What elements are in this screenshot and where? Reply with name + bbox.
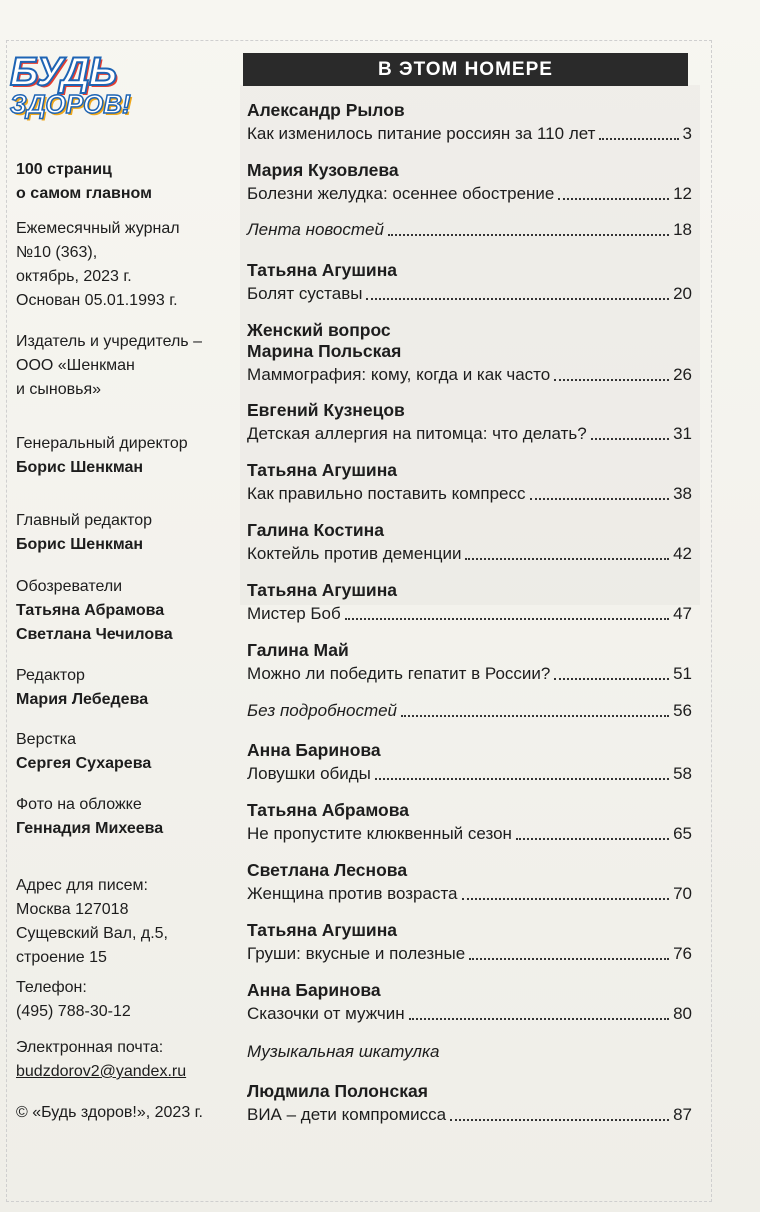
toc-title: Маммография: кому, когда и как часто	[247, 365, 551, 384]
toc-entry[interactable]	[247, 1041, 692, 1062]
toc-title: Болезни желудка: осеннее обострение	[247, 184, 555, 203]
observer-1: Татьяна Абрамова	[16, 602, 165, 619]
postal-address	[16, 874, 241, 970]
toc-author: Татьяна Агушина	[247, 580, 397, 600]
toc-title: Детская аллергия на питомца: что делать?	[247, 424, 587, 443]
toc-page-number: 87	[673, 1105, 692, 1124]
toc-page-number: 42	[673, 544, 692, 563]
logo-line-2: ЗДОРОВ!	[10, 89, 131, 119]
toc-page-number: 51	[673, 664, 692, 683]
photo-name: Геннадия Михеева	[16, 820, 164, 837]
dot-leader	[554, 678, 669, 680]
toc-entry[interactable]	[247, 580, 692, 624]
publisher-info	[16, 330, 241, 402]
toc-entry[interactable]	[247, 100, 692, 144]
toc-title: Без подробностей	[247, 701, 398, 720]
toc-page-number: 20	[673, 284, 692, 303]
toc-page-number: 31	[673, 424, 692, 443]
toc-author: Светлана Леснова	[247, 860, 408, 880]
dot-leader	[462, 898, 670, 900]
toc-entry[interactable]	[247, 700, 692, 721]
toc-page-number: 12	[673, 184, 692, 203]
toc-title: Болят суставы	[247, 284, 363, 303]
layout-credit	[16, 728, 241, 776]
toc-title: ВИА – дети компромисса	[247, 1105, 447, 1124]
toc-entry[interactable]	[247, 460, 692, 504]
dot-leader	[409, 1018, 669, 1020]
toc-title: Ловушки обиды	[247, 764, 371, 783]
toc-entry[interactable]	[247, 400, 692, 444]
chief-editor	[16, 509, 241, 557]
toc-author: Анна Баринова	[247, 980, 381, 1000]
email-info	[16, 1036, 241, 1084]
toc-author: Мария Кузовлева	[247, 160, 399, 180]
toc-entry[interactable]	[247, 800, 692, 844]
publisher-label: Издатель и учредитель –	[16, 333, 202, 350]
dot-leader	[366, 298, 669, 300]
gd-name: Борис Шенкман	[16, 459, 144, 476]
general-director	[16, 432, 241, 480]
toc-title: Не пропустите клюквенный сезон	[247, 824, 512, 843]
tagline-line-2: о самом главном	[16, 185, 152, 202]
toc-page-number: 76	[673, 944, 692, 963]
issue-date: октябрь, 2023 г.	[16, 268, 132, 285]
toc-title: Как изменилось питание россиян за 110 лет	[247, 124, 596, 143]
editor-name: Мария Лебедева	[16, 691, 149, 708]
address-line-1: Москва 127018	[16, 901, 129, 918]
toc-entry[interactable]	[247, 219, 692, 240]
toc-author: Александр Рылов	[247, 100, 405, 120]
email-label: Электронная почта:	[16, 1039, 164, 1056]
toc-page-number: 65	[673, 824, 692, 843]
photo-label: Фото на обложке	[16, 796, 142, 813]
phone-number: (495) 788-30-12	[16, 1003, 131, 1020]
toc-author: Татьяна Агушина	[247, 460, 397, 480]
address-line-3: строение 15	[16, 949, 107, 966]
logo-line-1: БУДЬ	[10, 50, 117, 94]
toc-page-number: 3	[682, 124, 692, 143]
toc-title: Груши: вкусные и полезные	[247, 944, 466, 963]
publisher-name-2: и сыновья»	[16, 381, 102, 398]
toc-title: Женщина против возраста	[247, 884, 458, 903]
toc-author: Женский вопрос	[247, 320, 391, 340]
editor-label: Редактор	[16, 667, 85, 684]
dot-leader	[554, 379, 669, 381]
toc-page-number: 18	[673, 220, 692, 239]
toc-author: Людмила Полонская	[247, 1081, 428, 1101]
observers	[16, 575, 241, 647]
toc-page-number: 38	[673, 484, 692, 503]
toc-author: Галина Костина	[247, 520, 384, 540]
toc-entry[interactable]	[247, 740, 692, 784]
toc-author: Татьяна Агушина	[247, 920, 397, 940]
toc-author: Анна Баринова	[247, 740, 381, 760]
dot-leader	[465, 558, 669, 560]
toc-author: Татьяна Абрамова	[247, 800, 409, 820]
address-label: Адрес для писем:	[16, 877, 148, 894]
toc-title: Музыкальная шкатулка	[247, 1042, 440, 1061]
toc-entry[interactable]	[247, 980, 692, 1024]
journal-type: Ежемесячный журнал	[16, 220, 180, 237]
dot-leader	[450, 1119, 669, 1121]
toc-page-number: 58	[673, 764, 692, 783]
toc-title: Лента новостей	[247, 220, 384, 239]
toc-entry[interactable]	[247, 520, 692, 564]
dot-leader	[401, 715, 669, 717]
magazine-logo	[10, 52, 160, 118]
toc-title: Сказочки от мужчин	[247, 1004, 405, 1023]
founded-date: Основан 05.01.1993 г.	[16, 292, 178, 309]
section-header: В ЭТОМ НОМЕРЕ	[243, 53, 688, 86]
toc-entry[interactable]	[247, 160, 692, 204]
dot-leader	[599, 138, 678, 140]
toc-entry[interactable]	[247, 860, 692, 904]
toc-author: Галина Май	[247, 640, 349, 660]
toc-title: Мистер Боб	[247, 604, 341, 623]
dot-leader	[530, 498, 670, 500]
toc-entry[interactable]	[247, 320, 692, 385]
copyright: © «Будь здоров!», 2023 г.	[16, 1104, 203, 1121]
issue-number: №10 (363),	[16, 244, 98, 261]
toc-author: Евгений Кузнецов	[247, 400, 405, 420]
dot-leader	[469, 958, 669, 960]
tagline	[16, 158, 241, 206]
phone-info	[16, 976, 241, 1024]
toc-entry[interactable]	[247, 260, 692, 304]
toc-page-number: 47	[673, 604, 692, 623]
dot-leader	[558, 198, 669, 200]
editor	[16, 664, 241, 712]
toc-author: Татьяна Агушина	[247, 260, 397, 280]
toc-page-number: 70	[673, 884, 692, 903]
gd-label: Генеральный директор	[16, 435, 188, 452]
toc-page-number: 56	[673, 701, 692, 720]
photo-credit	[16, 793, 241, 841]
observer-2: Светлана Чечилова	[16, 626, 173, 643]
toc-page-number: 80	[673, 1004, 692, 1023]
dot-leader	[375, 778, 669, 780]
layout-label: Верстка	[16, 731, 77, 748]
toc-title: Как правильно поставить компресс	[247, 484, 526, 503]
toc-title: Можно ли победить гепатит в России?	[247, 664, 551, 683]
toc-title: Коктейль против деменции	[247, 544, 462, 563]
toc-author: Марина Польская	[247, 341, 402, 361]
toc-entry[interactable]	[247, 920, 692, 964]
chief-name: Борис Шенкман	[16, 536, 144, 553]
issue-info	[16, 217, 241, 313]
phone-label: Телефон:	[16, 979, 87, 996]
dot-leader	[388, 234, 669, 236]
chief-label: Главный редактор	[16, 512, 153, 529]
address-line-2: Сущевский Вал, д.5,	[16, 925, 168, 942]
observers-label: Обозреватели	[16, 578, 123, 595]
tagline-line-1: 100 страниц	[16, 161, 112, 178]
email-link[interactable]: budzdorov2@yandex.ru	[16, 1063, 187, 1080]
dot-leader	[345, 618, 669, 620]
toc-entry[interactable]	[247, 640, 692, 684]
layout-name: Сергея Сухарева	[16, 755, 152, 772]
toc-entry[interactable]	[247, 1081, 692, 1125]
dot-leader	[591, 438, 669, 440]
publisher-name-1: ООО «Шенкман	[16, 357, 135, 374]
dot-leader	[516, 838, 669, 840]
toc-page-number: 26	[673, 365, 692, 384]
